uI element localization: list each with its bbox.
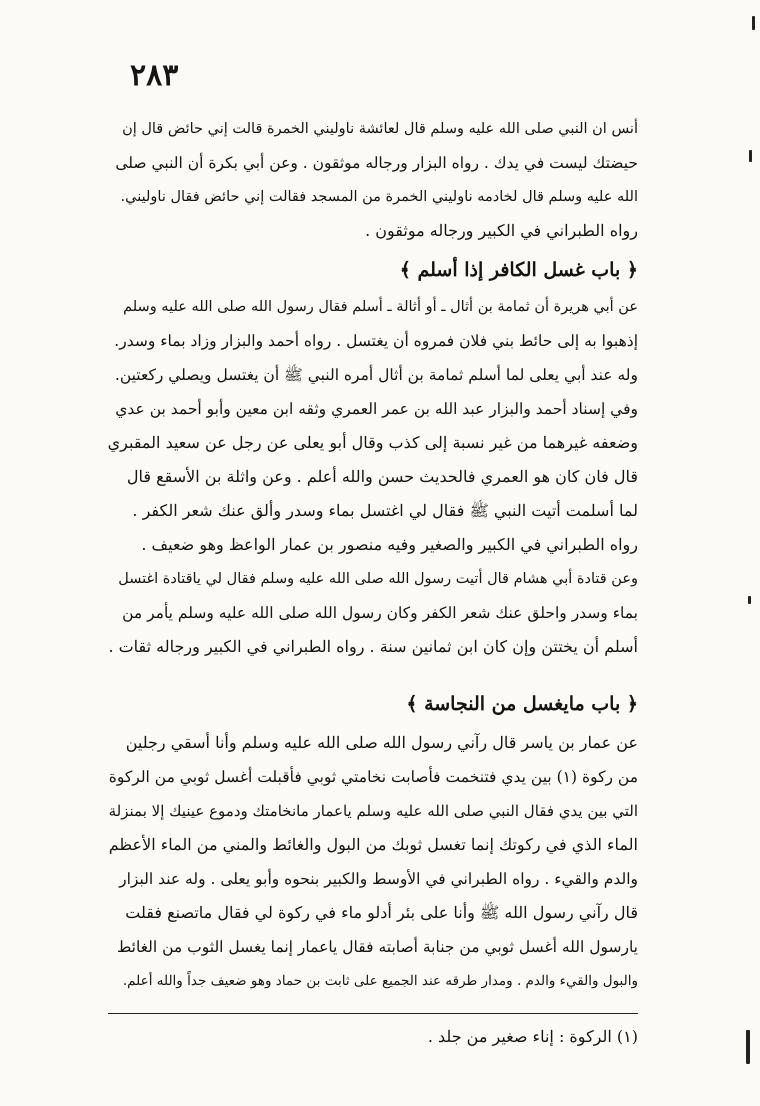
text-line: حيضتك ليست في يدك . رواه البزار ورجاله موثقون . وعن أبي بكرة أن النبي صلى — [115, 154, 638, 172]
text-line: بماء وسدر واحلق عنك شعر الكفر وكان رسول الله صلى الله عليه وسلم يأمر من — [122, 604, 638, 622]
heading-text: ﴿ باب غسل الكافر إذا أسلم ﴾ — [399, 259, 638, 281]
text-line: رواه الطبراني في الكبير والصغير وفيه منصور بن عمار الواعظ وهو ضعيف . — [141, 535, 638, 554]
text-line: وضعفه غيرهما من غير نسبة إلى كذب وقال أبو يعلى عن رجل عن سعيد المقبري — [108, 433, 638, 452]
scan-edge-mark — [752, 16, 755, 30]
text-line: عن عمار بن ياسر قال رآني رسول الله صلى الله عليه وسلم وأنا أسقي رجلين — [125, 733, 638, 752]
text-line: وفي إسناد أحمد والبزار عبد الله بن عمر العمري وثقه ابن معين وأبو أحمد بن عدي — [115, 400, 638, 418]
text-line: الله عليه وسلم قال لخادمه ناوليني الخمرة من المسجد فقالت إني حائض فقال ناوليني. — [120, 189, 638, 205]
paragraph-ghusl-kafir — [108, 290, 638, 664]
text-line: والبول والقيء والدم . ومدار طرقه عند الجميع على ثابت بن حماد وهو ضعيف جداً والله أعلم. — [122, 973, 638, 989]
text-line: وله عند أبي يعلى لما أسلم ثمامة بن أثال أمره النبي ﷺ أن يغتسل ويصلي ركعتين. — [114, 366, 638, 384]
scan-edge-mark — [748, 596, 751, 604]
text-line: من ركوة (١) بين يدي فتنخمت فأصابت نخامتي ثوبي فأقبلت أغسل ثوبي من الركوة — [108, 768, 638, 786]
text-line: قال فان كان هو العمري فالحديث حسن والله أعلم . وعن واثلة بن الأسقع قال — [126, 467, 638, 486]
text-line: لما أسلمت أتيت النبي ﷺ فقال لي اغتسل بماء وسدر وألق عنك شعر الكفر . — [132, 501, 638, 520]
text-line: عن أبي هريرة أن ثمامة بن أثال ـ أو أثالة ـ أسلم فقال رسول الله صلى الله عليه وسلم — [123, 299, 638, 315]
text-line: يارسول الله أغسل ثوبي من جنابة أصابته فقال ياعمار إنما يغسل الثوب من الغائط — [116, 938, 638, 956]
paragraph-najasa — [108, 726, 638, 998]
text-line: وعن قتادة أبي هشام قال أتيت رسول الله صلى الله عليه وسلم فقال لي ياقتادة اغتسل — [118, 571, 638, 587]
scan-edge-mark — [746, 1030, 750, 1064]
text-line: أسلم أن يختتن وإن كان ابن ثمانين سنة . رواه الطبراني في الكبير ورجاله ثقات . — [108, 637, 638, 656]
text-line: الماء الذي في ركوتك إنما تغسل ثوبك من البول والغائط والمني من الماء الأعظم — [108, 835, 638, 854]
text-line: التي بين يدي فقال النبي صلى الله عليه وسلم ياعمار مانخامتك ودموع عينيك إلا بمنزلة — [108, 802, 638, 820]
text-line: والدم والقيء . رواه الطبراني في الأوسط والكبير بنحوه وأبو يعلى . وله عند البزار — [119, 870, 638, 888]
scan-edge-mark — [749, 150, 752, 162]
text-line: إذهبوا به إلى حائط بني فلان فمروه أن يغتسل . رواه أحمد والبزار وزاد بماء وسدر. — [114, 332, 638, 350]
text-line: أنس ان النبي صلى الله عليه وسلم قال لعائشة ناوليني الخمرة قالت إني حائض قال إن — [122, 121, 638, 137]
text-line: قال رآني رسول الله ﷺ وأنا على بئر أدلو ماء في ركوة لي فقال ماتصنع فقلت — [125, 903, 638, 922]
footnote-divider — [108, 1013, 638, 1014]
footnote: (١) الركوة : إناء صغير من جلد . — [427, 1027, 638, 1046]
heading-text: ﴿ باب مايغسل من النجاسة ﴾ — [406, 693, 638, 715]
paragraph-hadith-hayd — [108, 112, 638, 248]
page-number: ٢٨٣ — [130, 58, 179, 93]
text-line: رواه الطبراني في الكبير ورجاله موثقون . — [365, 221, 638, 240]
section-heading-ghusl-kafir — [108, 252, 638, 288]
section-heading-najasa — [108, 686, 638, 722]
